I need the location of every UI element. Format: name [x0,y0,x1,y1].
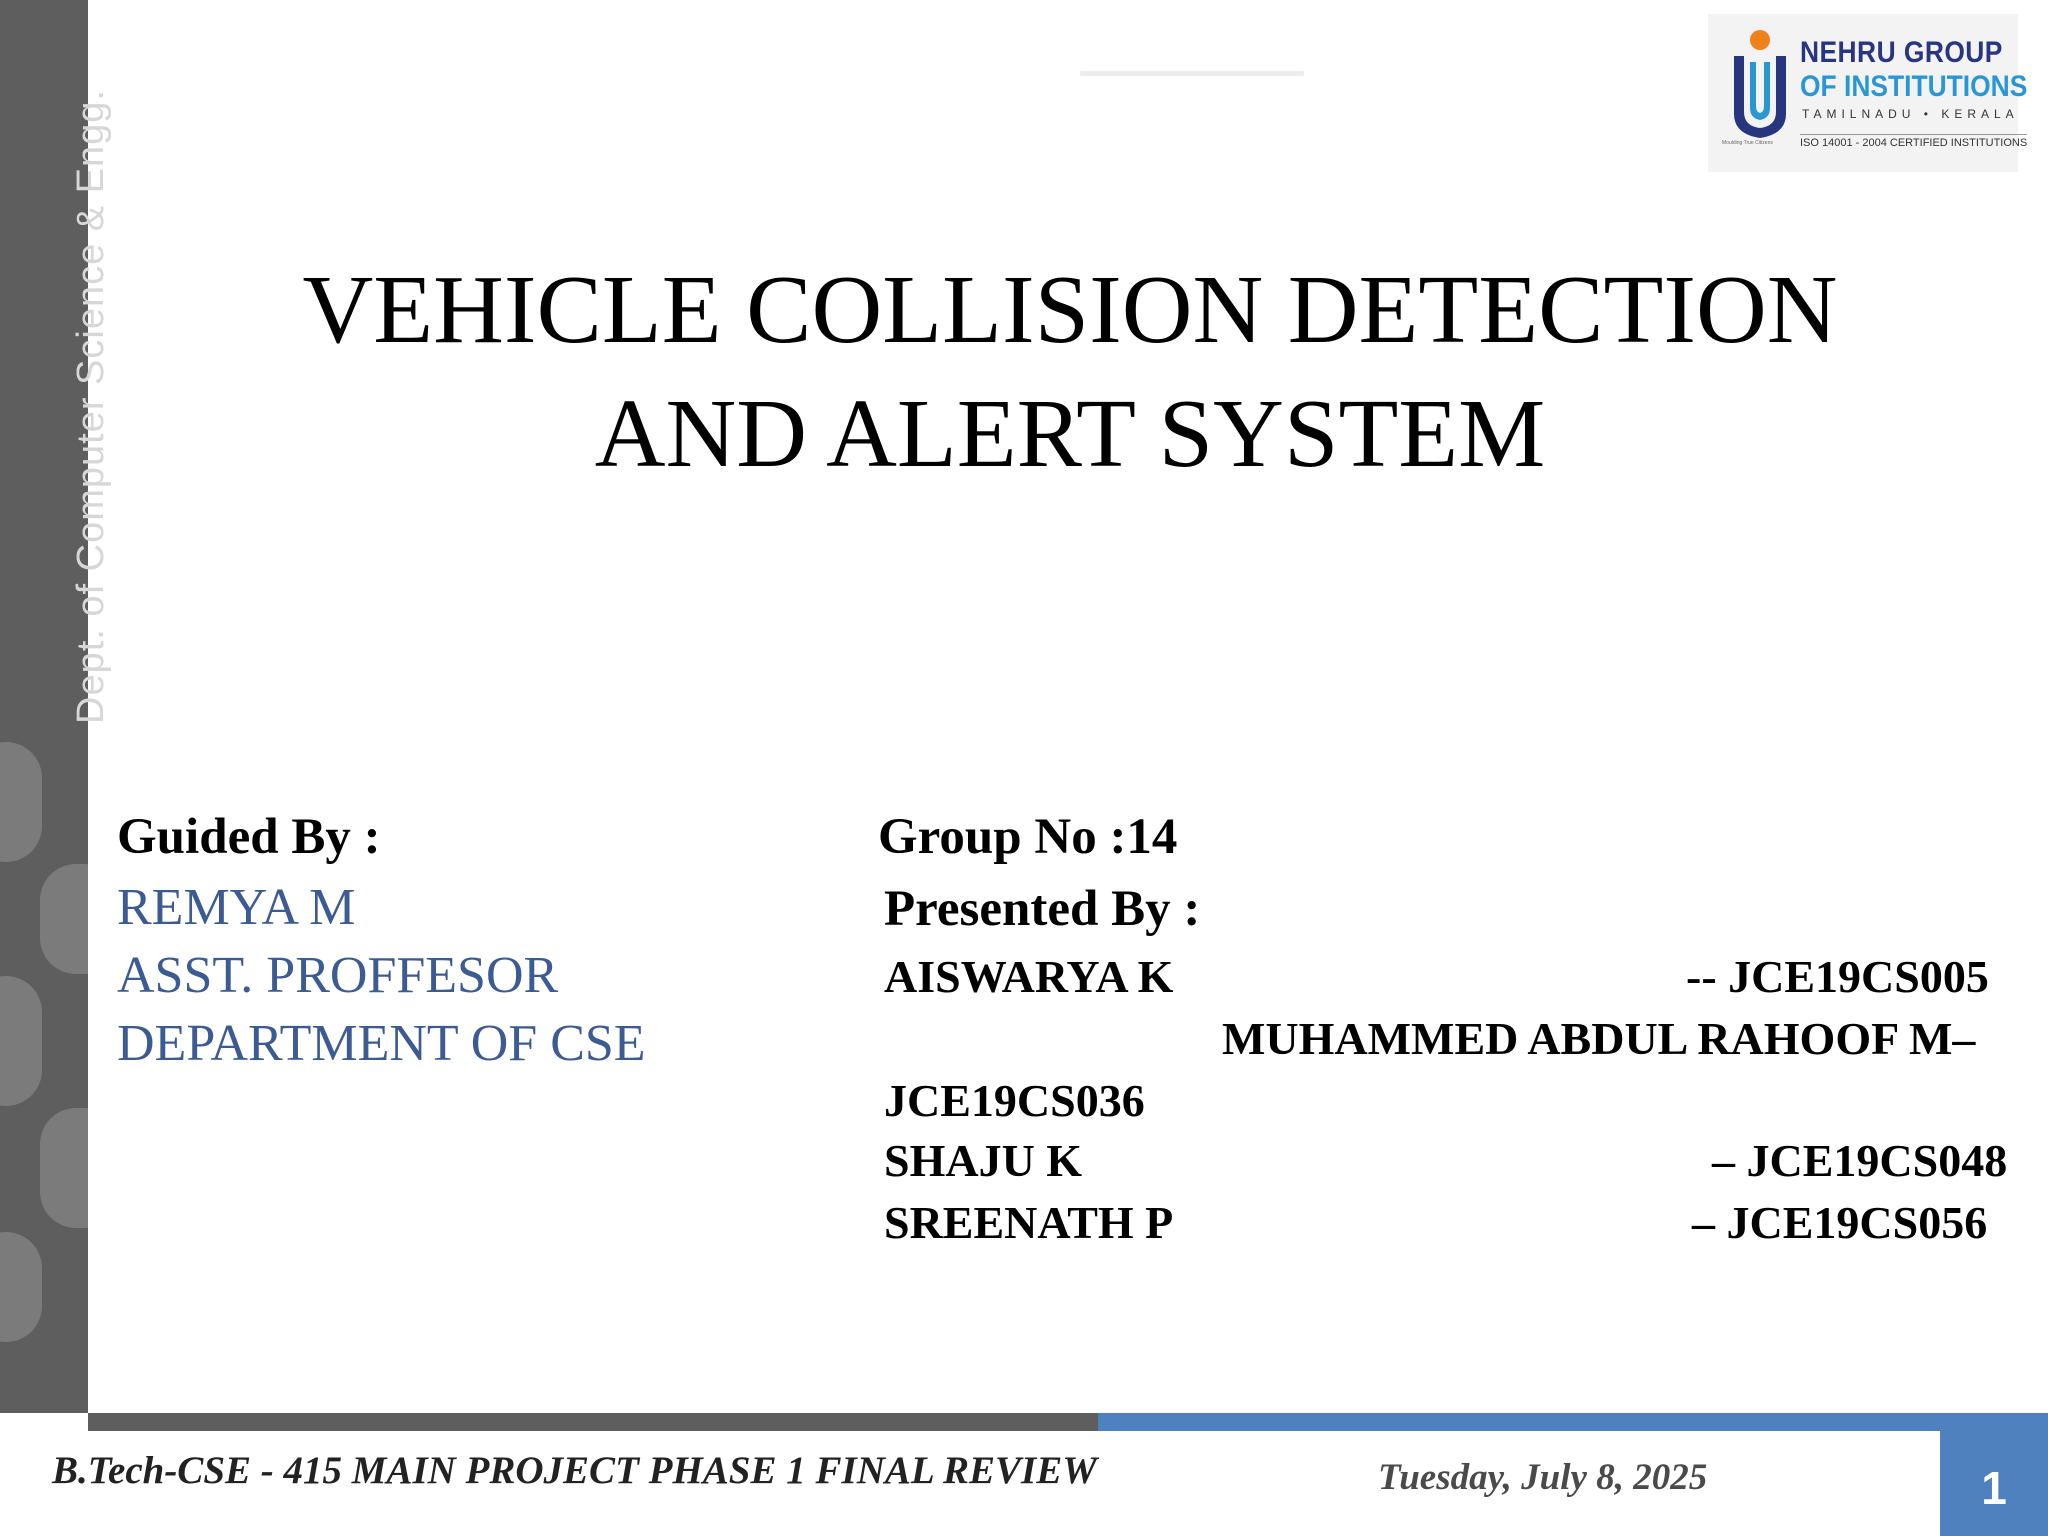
member-id: – JCE19CS048 [1712,1135,2008,1186]
department-vertical-label: Dept. of Computer Science & Engg. [70,89,112,724]
slide-title [160,248,1980,496]
slide-number-box [1940,1431,2048,1536]
member-id: -- JCE19CS005 [1686,951,1989,1002]
guide-designation: ASST. PROFFESOR [117,947,559,1004]
logo-tagline: Moulding True Citizens [1722,140,1773,146]
member-name: SREENATH P [884,1197,1174,1248]
title-line-1: VEHICLE COLLISION DETECTION [302,256,1838,364]
member-id: JCE19CS036 [884,1075,1145,1126]
member-name: AISWARYA K [884,951,1174,1002]
logo-emblem-icon [1730,28,1790,146]
title-line-2: AND ALERT SYSTEM [594,380,1546,488]
presented-by-heading: Presented By : [884,881,1201,937]
footer-course-title: B.Tech-CSE - 415 MAIN PROJECT PHASE 1 FINAL REVIEW [52,1449,1097,1492]
guide-name: REMYA M [117,879,356,936]
member-id: – JCE19CS056 [1692,1197,1988,1248]
member-name: SHAJU K [884,1135,1083,1186]
footer-bar-gray [88,1413,1098,1431]
slide-number: 1 [1981,1462,2007,1514]
logo-name-line2: OF INSTITUTIONS [1800,70,2028,103]
member-name: MUHAMMED ABDUL RAHOOF M– [1222,1013,1976,1064]
band-shape [0,742,42,862]
group-number: Group No :14 [878,809,1178,865]
top-divider [1080,71,1304,76]
footer-date: Tuesday, July 8, 2025 [1378,1457,1708,1498]
logo-region: TAMILNADU • KERALA [1802,107,2019,121]
guide-department: DEPARTMENT OF CSE [117,1015,646,1072]
logo-name-line1: NEHRU GROUP [1800,36,2003,69]
footer-bar-blue [1098,1413,2048,1431]
band-shape [40,864,88,974]
band-shape [0,1232,42,1342]
logo-certification: ISO 14001 - 2004 CERTIFIED INSTITUTIONS [1800,134,2027,149]
guided-by-heading: Guided By : [117,809,381,865]
band-shape [40,1108,88,1228]
institution-logo [1708,14,2028,172]
band-shape [0,976,42,1106]
